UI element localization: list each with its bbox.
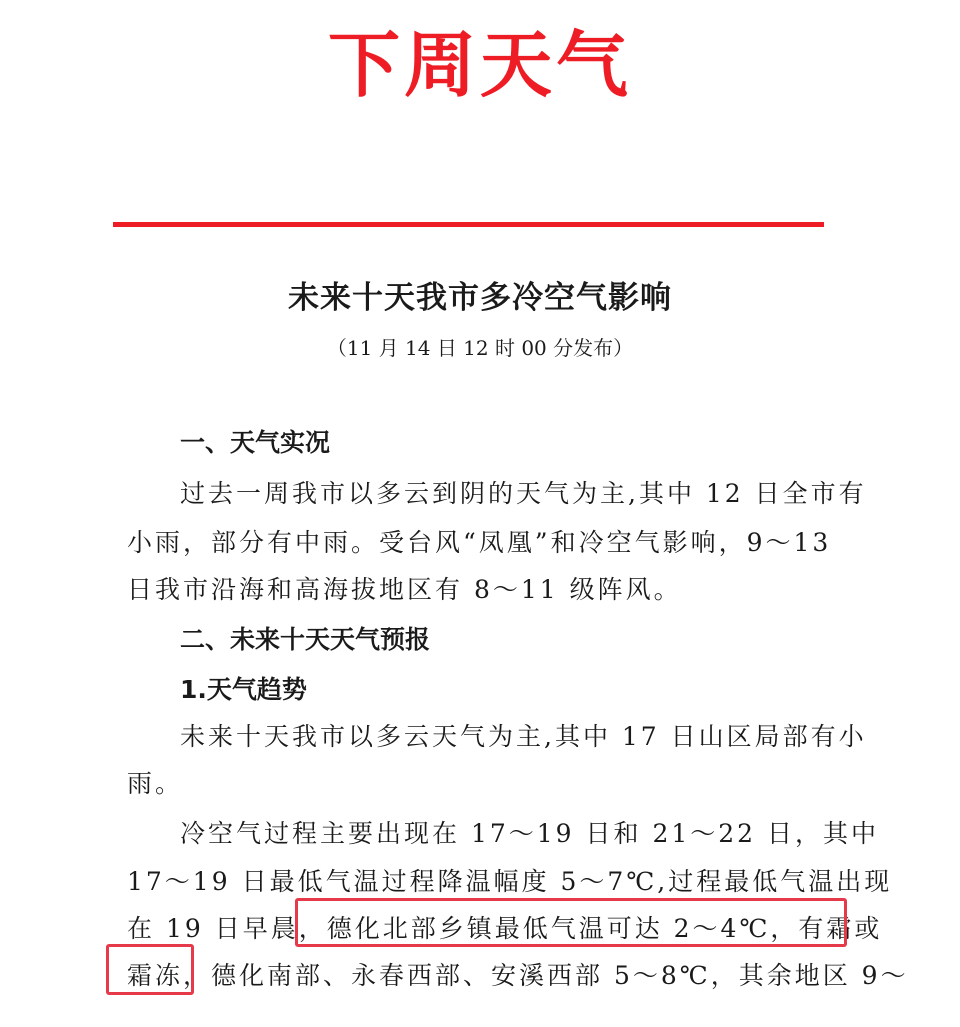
section-heading-forecast: 二、未来十天天气预报 (180, 625, 431, 654)
paragraph-line: 过去一周我市以多云到阴的天气为主,其中 12 日全市有 (180, 479, 867, 508)
masthead-title: 下周天气 (327, 22, 632, 107)
paragraph-line: 未来十天我市以多云天气为主,其中 17 日山区局部有小 (180, 722, 867, 751)
red-divider-rule (113, 222, 824, 227)
paragraph-line: 日我市沿海和高海拔地区有 8～11 级阵风。 (127, 575, 682, 604)
subsection-heading-trend: 1.天气趋势 (180, 675, 307, 704)
paragraph-line: 17～19 日最低气温过程降温幅度 5～7℃,过程最低气温出现 (127, 867, 893, 896)
paragraph-line: 在 19 日早晨，德化北部乡镇最低气温可达 2～4℃，有霜或 (127, 914, 883, 943)
paragraph-line: 小雨，部分有中雨。受台风“凤凰”和冷空气影响，9～13 (127, 528, 832, 557)
issue-time: （11 月 14 日 12 时 00 分发布） (326, 336, 634, 360)
highlight-box (295, 898, 847, 947)
highlight-box (106, 944, 194, 995)
paragraph-line: 霜冻，德化南部、永春西部、安溪西部 5～8℃，其余地区 9～ (127, 961, 909, 990)
section-heading-weather-observed: 一、天气实况 (180, 428, 331, 457)
document-title: 未来十天我市多冷空气影响 (288, 280, 672, 316)
paragraph-line: 雨。 (127, 769, 184, 798)
paragraph-line: 冷空气过程主要出现在 17～19 日和 21～22 日，其中 (180, 819, 880, 848)
